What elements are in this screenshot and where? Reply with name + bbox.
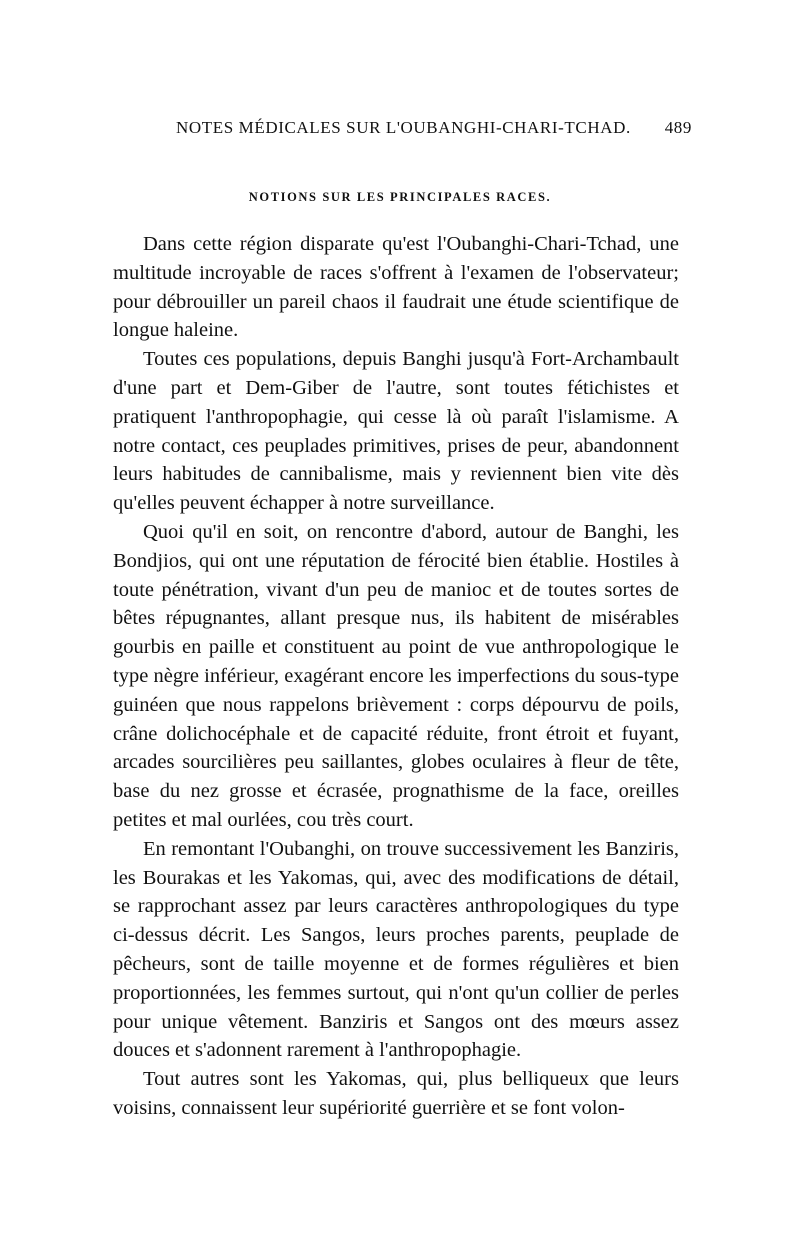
body-text (113, 230, 679, 1123)
paragraph: Toutes ces populations, depuis Banghi jusqu'à Fort-Archambault d'une part et Dem-Giber de l'autre, sont toutes fétichistes et pratiquent l'anthropophagie, qui cesse là où paraît l'islamisme. A notre contact, ces peuplades primitives, prises de peur, abandonnent leurs habitudes de cannibalisme, mais y reviennent bien vite dès qu'elles peuvent échapper à notre surveillance. (113, 348, 679, 515)
running-head (176, 118, 692, 142)
paragraph: Quoi qu'il en soit, on rencontre d'abord, autour de Banghi, les Bondjios, qui ont une réputation de férocité bien établie. Hostiles à toute pénétration, vivant d'un peu de manioc et de toutes sortes de bêtes répugnantes, allant presque nus, ils habitent de misérables gourbis en paille et constituent au point de vue anthropologique le type nègre inférieur, exagérant encore les imperfections du sous-type guinéen que nous rappelons brièvement : corps dépourvu de poils, crâne dolichocéphale et de capacité réduite, front étroit et fuyant, arcades sourcilières peu saillantes, globes oculaires à fleur de tête, base du nez grosse et écrasée, prognathisme de la face, oreilles petites et mal ourlées, cou très court. (113, 520, 679, 831)
section-heading: NOTIONS SUR LES PRINCIPALES RACES. (248, 190, 552, 204)
paragraph: Dans cette région disparate qu'est l'Oubanghi-Chari-Tchad, une multitude incroyable de races s'offrent à l'examen de l'observateur; pour débrouiller un pareil chaos il faudrait une étude scientifique de longue haleine. (113, 233, 679, 342)
page-number: 489 (664, 118, 692, 137)
running-title: NOTES MÉDICALES SUR L'OUBANGHI-CHARI-TCHAD. (176, 118, 631, 137)
paragraph: Tout autres sont les Yakomas, qui, plus belliqueux que leurs voisins, connaissent leur supériorité guerrière et se font volon- (113, 1068, 679, 1119)
paragraph: En remontant l'Oubanghi, on trouve successivement les Banziris, les Bourakas et les Yakomas, qui, avec des modifications de détail, se rapprochant assez par leurs caractères anthropologiques du type ci-dessus décrit. Les Sangos, leurs proches parents, peuplade de pêcheurs, sont de taille moyenne et de formes régulières et bien proportionnées, les femmes surtout, qui n'ont qu'un collier de perles pour unique vêtement. Banziris et Sangos ont des mœurs assez douces et s'adonnent rarement à l'anthropophagie. (113, 837, 679, 1062)
